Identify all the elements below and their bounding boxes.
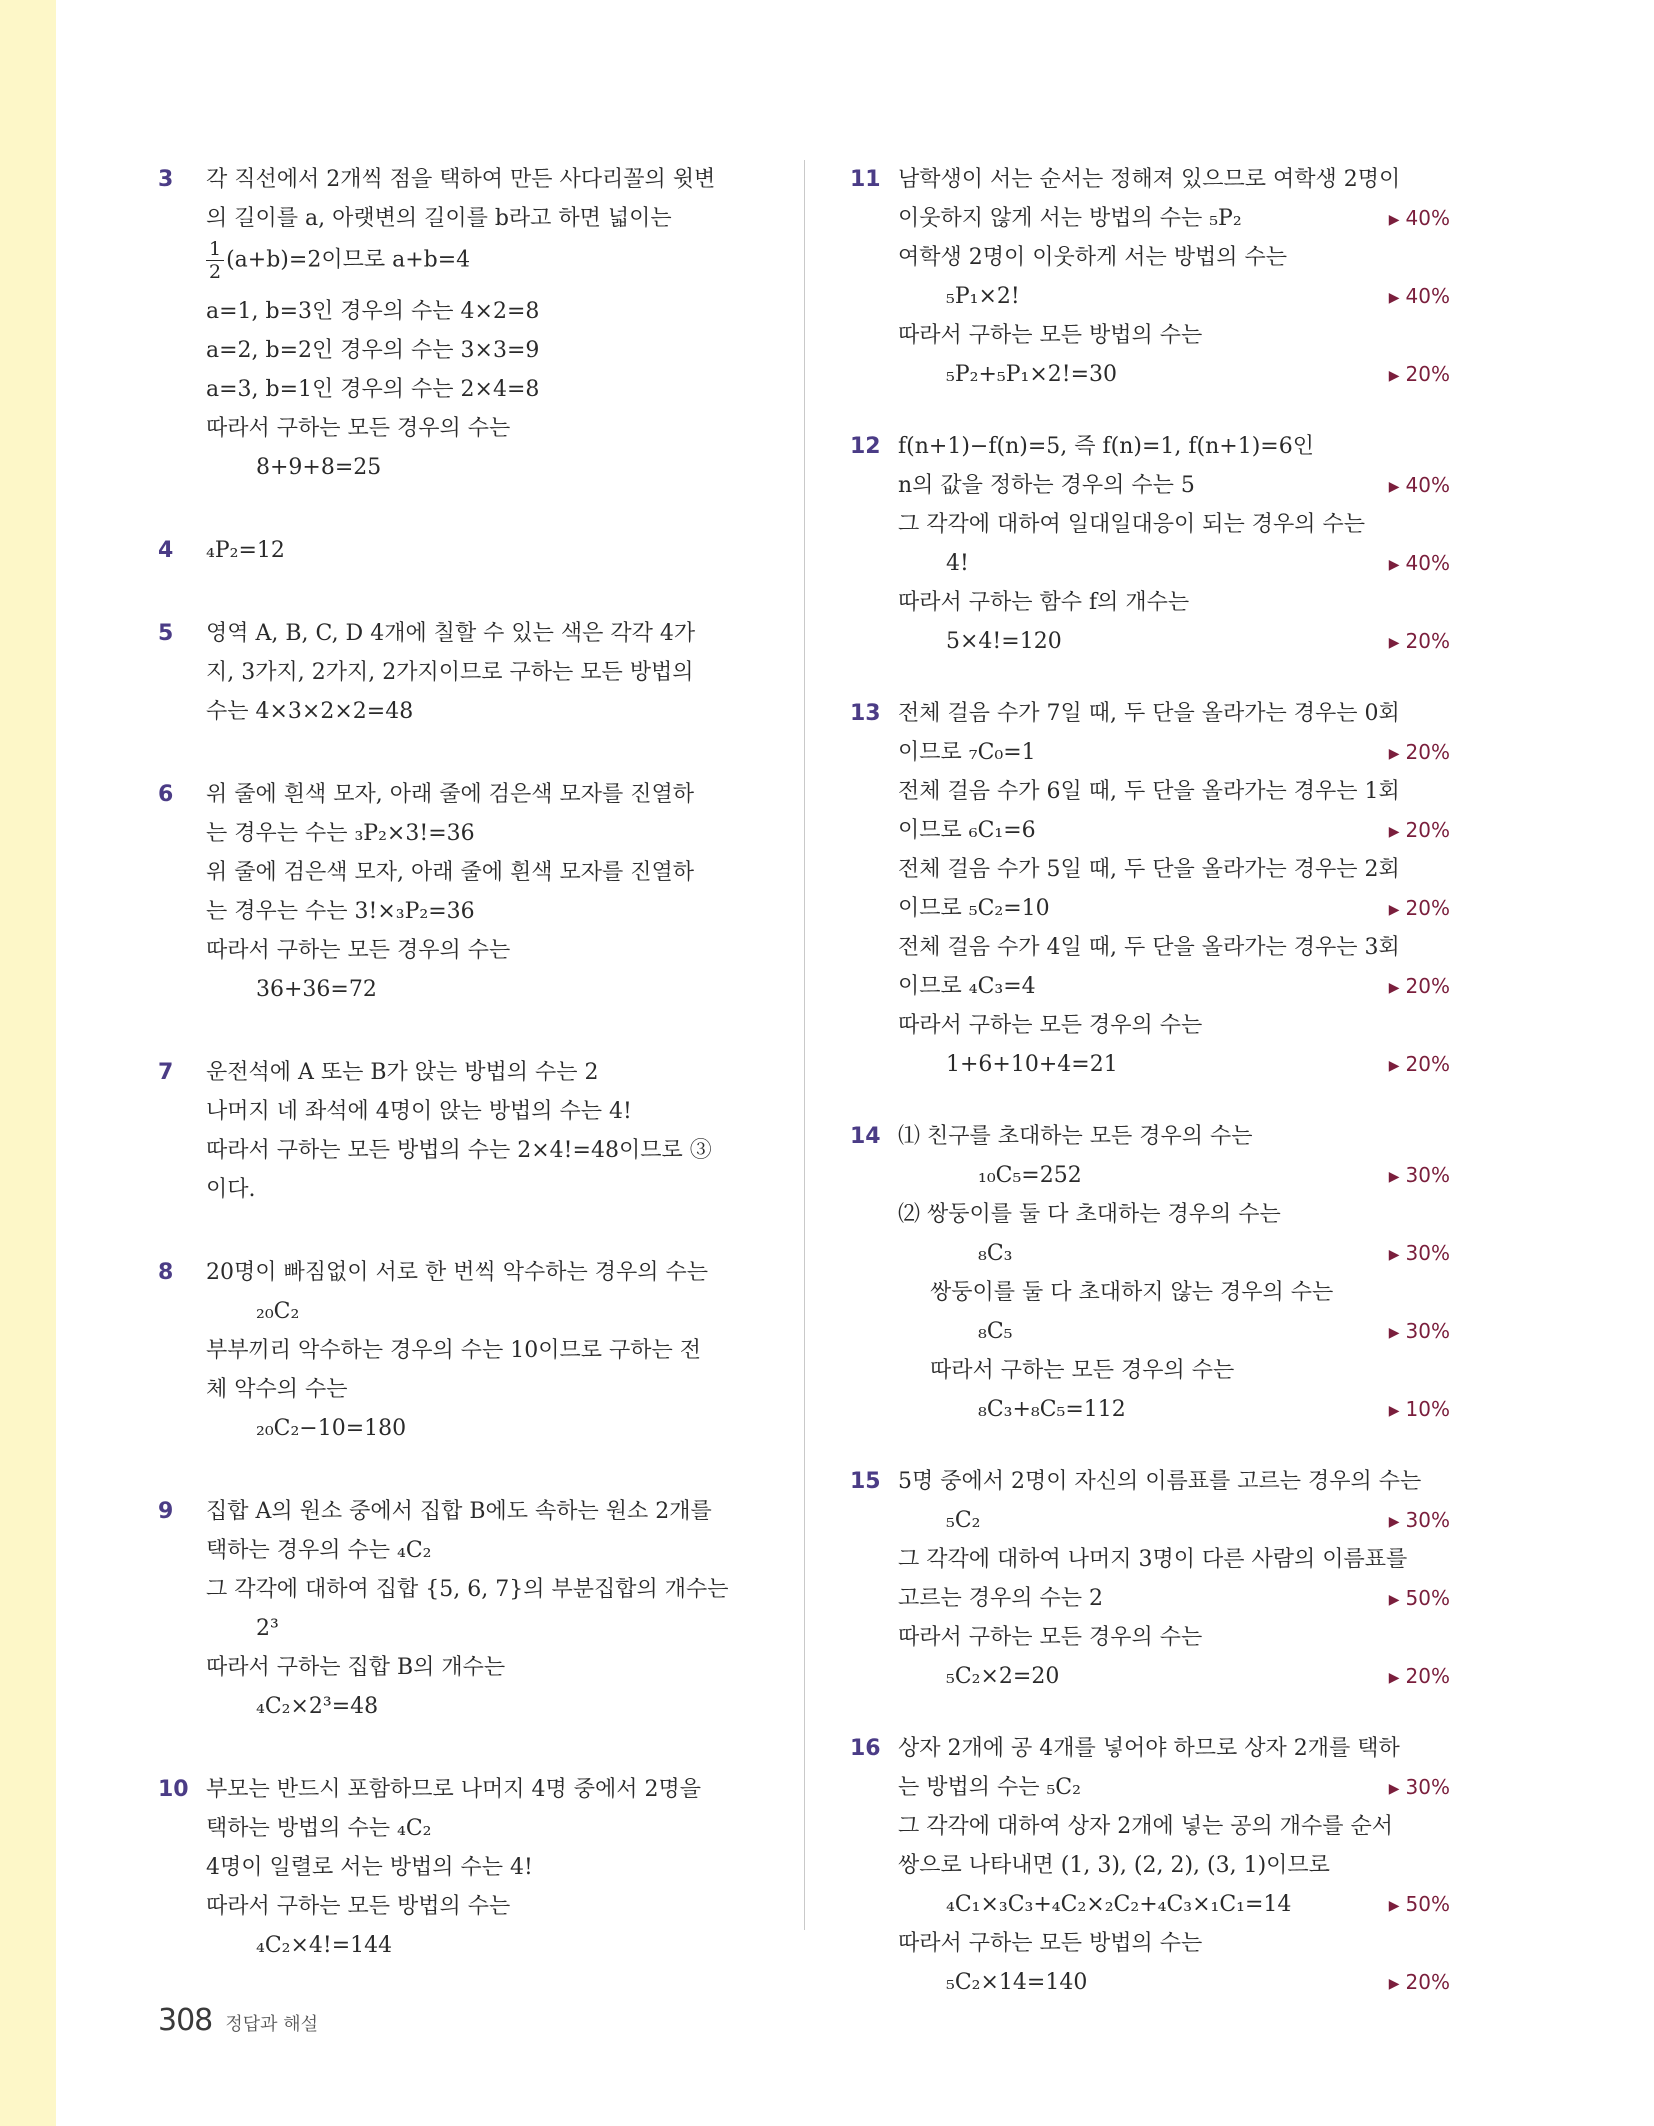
problem-block <box>850 1117 1450 1429</box>
solution-line <box>206 199 758 238</box>
solution-text: 의 길이를 a, 아랫변의 길이를 b라고 하면 넓이는 <box>206 206 672 231</box>
problem-number: 3 <box>158 167 174 192</box>
solution-text: 이웃하지 않게 서는 방법의 수는 ₅P₂ <box>898 206 1242 231</box>
solution-line <box>898 1579 1450 1618</box>
solution-text: 2³ <box>256 1616 279 1641</box>
solution-line <box>206 1170 758 1209</box>
solution-text: 따라서 구하는 모든 경우의 수는 <box>898 1625 1203 1650</box>
percent-value: 40% <box>1405 473 1450 497</box>
solution-line <box>898 1729 1450 1768</box>
problem-block <box>850 160 1450 394</box>
solution-line <box>898 1540 1450 1579</box>
score-percent <box>1389 1156 1450 1198</box>
solution-text: 택하는 방법의 수는 ₄C₂ <box>206 1816 432 1841</box>
solution-text: 전체 걸음 수가 7일 때, 두 단을 올라가는 경우는 0회 <box>898 701 1400 726</box>
solution-line <box>898 1885 1450 1924</box>
solution-text: 집합 A의 원소 중에서 집합 B에도 속하는 원소 2개를 <box>206 1499 712 1524</box>
percent-value: 20% <box>1405 896 1450 920</box>
solution-line <box>898 316 1450 355</box>
solution-text: 는 방법의 수는 ₅C₂ <box>898 1775 1081 1800</box>
solution-text: 고르는 경우의 수는 2 <box>898 1586 1103 1611</box>
solution-text: 이므로 ₇C₀=1 <box>898 740 1036 765</box>
problem-block <box>850 694 1450 1084</box>
solution-line <box>898 1234 1450 1273</box>
solution-line <box>206 1809 758 1848</box>
solution-line <box>898 928 1450 967</box>
triangle-arrow-icon: ▶ <box>1388 368 1400 384</box>
triangle-arrow-icon: ▶ <box>1388 635 1400 651</box>
solution-line <box>206 160 758 199</box>
solution-text: 따라서 구하는 모든 경우의 수는 <box>898 1013 1203 1038</box>
solution-text: 전체 걸음 수가 4일 때, 두 단을 올라가는 경우는 3회 <box>898 935 1400 960</box>
percent-value: 20% <box>1405 629 1450 653</box>
solution-line <box>206 892 758 931</box>
problem-block <box>158 775 758 1009</box>
solution-text: 남학생이 서는 순서는 정해져 있으므로 여학생 2명이 <box>898 167 1401 192</box>
solution-line <box>206 775 758 814</box>
solution-line <box>206 653 758 692</box>
problem-block <box>158 1253 758 1448</box>
solution-text: 전체 걸음 수가 5일 때, 두 단을 올라가는 경우는 2회 <box>898 857 1400 882</box>
problem-number: 15 <box>850 1469 881 1494</box>
solution-line <box>898 355 1450 394</box>
solution-line <box>898 1117 1450 1156</box>
solution-line <box>206 1687 758 1726</box>
solution-text: ₅P₁×2! <box>946 284 1020 309</box>
solution-text: 여학생 2명이 이웃하게 서는 방법의 수는 <box>898 245 1287 270</box>
percent-value: 40% <box>1405 551 1450 575</box>
solution-text: 위 줄에 흰색 모자, 아래 줄에 검은색 모자를 진열하 <box>206 782 694 807</box>
solution-line <box>206 1531 758 1570</box>
triangle-arrow-icon: ▶ <box>1388 290 1400 306</box>
problem-number: 13 <box>850 701 881 726</box>
fraction-denominator: 2 <box>209 261 222 283</box>
solution-line <box>206 853 758 892</box>
problem-block <box>158 1770 758 1965</box>
solution-text: 는 경우는 수는 ₃P₂×3!=36 <box>206 821 475 846</box>
solution-text: a=1, b=3인 경우의 수는 4×2=8 <box>206 299 540 324</box>
problem-number: 10 <box>158 1777 189 1802</box>
solution-text: 는 경우는 수는 3!×₃P₂=36 <box>206 899 475 924</box>
page-number: 308 <box>158 2003 213 2038</box>
solution-text: 따라서 구하는 함수 f의 개수는 <box>898 590 1190 615</box>
triangle-arrow-icon: ▶ <box>1388 1325 1400 1341</box>
score-percent <box>1389 355 1450 397</box>
solution-line <box>898 427 1450 466</box>
triangle-arrow-icon: ▶ <box>1388 902 1400 918</box>
triangle-arrow-icon: ▶ <box>1388 1976 1400 1992</box>
solution-line <box>206 238 758 292</box>
solution-text: ₄C₂×2³=48 <box>256 1694 379 1719</box>
solution-text: 5명 중에서 2명이 자신의 이름표를 고르는 경우의 수는 <box>898 1469 1422 1494</box>
solution-line <box>898 811 1450 850</box>
solution-text: 5×4!=120 <box>946 629 1062 654</box>
score-percent <box>1389 1390 1450 1432</box>
triangle-arrow-icon: ▶ <box>1388 479 1400 495</box>
percent-value: 30% <box>1405 1775 1450 1799</box>
fraction-numerator: 1 <box>206 238 224 261</box>
solution-line <box>898 1618 1450 1657</box>
percent-value: 20% <box>1405 974 1450 998</box>
problem-number: 11 <box>850 167 881 192</box>
solution-text: 따라서 구하는 모든 경우의 수는 <box>206 416 511 441</box>
triangle-arrow-icon: ▶ <box>1388 1058 1400 1074</box>
solution-text: 전체 걸음 수가 6일 때, 두 단을 올라가는 경우는 1회 <box>898 779 1400 804</box>
solution-line <box>898 505 1450 544</box>
score-percent <box>1389 1657 1450 1699</box>
problem-block <box>158 531 758 570</box>
score-percent <box>1389 1885 1450 1927</box>
percent-value: 50% <box>1405 1586 1450 1610</box>
solution-line <box>898 238 1450 277</box>
triangle-arrow-icon: ▶ <box>1388 1514 1400 1530</box>
solution-line <box>898 1657 1450 1696</box>
percent-value: 30% <box>1405 1508 1450 1532</box>
solution-text: 부모는 반드시 포함하므로 나머지 4명 중에서 2명을 <box>206 1777 701 1802</box>
percent-value: 20% <box>1405 1664 1450 1688</box>
solution-text: 20명이 빠짐없이 서로 한 번씩 악수하는 경우의 수는 <box>206 1260 708 1285</box>
solution-text: 각 직선에서 2개씩 점을 택하여 만든 사다리꼴의 윗변 <box>206 167 716 192</box>
problem-number: 5 <box>158 621 174 646</box>
triangle-arrow-icon: ▶ <box>1388 1898 1400 1914</box>
solution-line <box>898 1351 1450 1390</box>
solution-text: ₈C₅ <box>978 1319 1013 1344</box>
solution-text: 따라서 구하는 모든 방법의 수는 2×4!=48이므로 ③ <box>206 1138 712 1163</box>
solution-text: 부부끼리 악수하는 경우의 수는 10이므로 구하는 전 <box>206 1338 701 1363</box>
triangle-arrow-icon: ▶ <box>1388 824 1400 840</box>
score-percent <box>1389 199 1450 241</box>
triangle-arrow-icon: ▶ <box>1388 212 1400 228</box>
percent-value: 20% <box>1405 1970 1450 1994</box>
margin-stripe <box>0 0 56 2126</box>
solution-line <box>206 1092 758 1131</box>
percent-value: 30% <box>1405 1241 1450 1265</box>
solution-line <box>898 694 1450 733</box>
problem-block <box>158 1053 758 1209</box>
solution-line <box>898 1273 1450 1312</box>
solution-line <box>206 1370 758 1409</box>
solution-line <box>206 1492 758 1531</box>
problem-number: 16 <box>850 1736 881 1761</box>
solution-line <box>898 277 1450 316</box>
solution-text: ₈C₃+₈C₅=112 <box>978 1397 1126 1422</box>
solution-text: ₈C₃ <box>978 1241 1013 1266</box>
solution-text: 그 각각에 대하여 집합 {5, 6, 7}의 부분집합의 개수는 <box>206 1577 729 1602</box>
solution-line <box>206 409 758 448</box>
solution-text: 수는 4×3×2×2=48 <box>206 699 414 724</box>
solution-line <box>898 1156 1450 1195</box>
solution-text: ₅P₂+₅P₁×2!=30 <box>946 362 1118 387</box>
solution-text: ₂₀C₂ <box>256 1299 300 1324</box>
solution-text: 택하는 경우의 수는 ₄C₂ <box>206 1538 432 1563</box>
solution-line <box>898 466 1450 505</box>
solution-line <box>898 733 1450 772</box>
solution-text: a=3, b=1인 경우의 수는 2×4=8 <box>206 377 540 402</box>
solution-line <box>898 1390 1450 1429</box>
solution-text: f(n+1)−f(n)=5, 즉 f(n)=1, f(n+1)=6인 <box>898 434 1314 459</box>
solution-line <box>898 544 1450 583</box>
problem-number: 14 <box>850 1124 881 1149</box>
solution-text: 이므로 ₆C₁=6 <box>898 818 1036 843</box>
problem-number: 6 <box>158 782 174 807</box>
solution-line <box>206 1131 758 1170</box>
solution-text: ⑵ 쌍둥이를 둘 다 초대하는 경우의 수는 <box>898 1202 1281 1227</box>
score-percent <box>1389 811 1450 853</box>
score-percent <box>1389 1234 1450 1276</box>
score-percent <box>1389 1963 1450 2005</box>
solution-line <box>898 160 1450 199</box>
solution-text: 운전석에 A 또는 B가 앉는 방법의 수는 2 <box>206 1060 599 1085</box>
solution-line <box>206 1331 758 1370</box>
solution-line <box>206 692 758 731</box>
solution-line <box>206 1926 758 1965</box>
solution-line <box>898 1462 1450 1501</box>
solution-text: 따라서 구하는 모든 방법의 수는 <box>206 1894 511 1919</box>
solution-line <box>898 1768 1450 1807</box>
solution-line <box>206 1609 758 1648</box>
solution-line <box>206 970 758 1009</box>
solution-text: 따라서 구하는 모든 경우의 수는 <box>930 1358 1235 1383</box>
score-percent <box>1389 889 1450 931</box>
problem-number: 7 <box>158 1060 174 1085</box>
percent-value: 10% <box>1405 1397 1450 1421</box>
solution-text: 그 각각에 대하여 일대일대응이 되는 경우의 수는 <box>898 512 1366 537</box>
problem-number: 8 <box>158 1260 174 1285</box>
percent-value: 40% <box>1405 284 1450 308</box>
score-percent <box>1389 1579 1450 1621</box>
solution-line <box>206 448 758 487</box>
solution-text: ₄C₂×4!=144 <box>256 1933 393 1958</box>
solution-line <box>206 292 758 331</box>
solution-line <box>898 967 1450 1006</box>
solution-line <box>898 1963 1450 2002</box>
solution-line <box>898 1501 1450 1540</box>
solution-text: ₅C₂×14=140 <box>946 1970 1088 1995</box>
triangle-arrow-icon: ▶ <box>1388 1592 1400 1608</box>
solution-line <box>898 199 1450 238</box>
score-percent <box>1389 277 1450 319</box>
solution-text: 1+6+10+4=21 <box>946 1052 1118 1077</box>
triangle-arrow-icon: ▶ <box>1388 746 1400 762</box>
solution-line <box>206 531 758 570</box>
problem-number: 9 <box>158 1499 174 1524</box>
solution-text: 따라서 구하는 모든 방법의 수는 <box>898 1931 1203 1956</box>
percent-value: 20% <box>1405 362 1450 386</box>
solution-line <box>206 814 758 853</box>
solution-text: ₄P₂=12 <box>206 538 285 563</box>
solution-line <box>898 850 1450 889</box>
percent-value: 30% <box>1405 1319 1450 1343</box>
score-percent <box>1389 622 1450 664</box>
solution-text: 나머지 네 좌석에 4명이 앉는 방법의 수는 4! <box>206 1099 632 1124</box>
solution-text: ₁₀C₅=252 <box>978 1163 1082 1188</box>
solution-text: 위 줄에 검은색 모자, 아래 줄에 흰색 모자를 진열하 <box>206 860 694 885</box>
problem-number: 4 <box>158 538 174 563</box>
problem-block <box>158 160 758 487</box>
percent-value: 20% <box>1405 818 1450 842</box>
solution-text: ₂₀C₂−10=180 <box>256 1416 407 1441</box>
solution-text: 그 각각에 대하여 나머지 3명이 다른 사람의 이름표를 <box>898 1547 1408 1572</box>
solution-line <box>206 370 758 409</box>
solution-text: 4! <box>946 551 969 576</box>
percent-value: 30% <box>1405 1163 1450 1187</box>
solution-line <box>206 1570 758 1609</box>
solution-text: ₅C₂×2=20 <box>946 1664 1060 1689</box>
solution-text: 36+36=72 <box>256 977 377 1002</box>
right-column <box>850 160 1450 2035</box>
solution-line <box>898 1312 1450 1351</box>
solution-text: 따라서 구하는 집합 B의 개수는 <box>206 1655 506 1680</box>
solution-text: 영역 A, B, C, D 4개에 칠할 수 있는 색은 각각 4가 <box>206 621 696 646</box>
solution-line <box>206 1887 758 1926</box>
solution-text: (a+b)=2이므로 a+b=4 <box>226 247 471 273</box>
solution-line <box>206 1848 758 1887</box>
score-percent <box>1389 967 1450 1009</box>
solution-line <box>206 331 758 370</box>
solution-line <box>898 772 1450 811</box>
solution-text: 8+9+8=25 <box>256 455 382 480</box>
fraction <box>206 238 224 283</box>
triangle-arrow-icon: ▶ <box>1388 557 1400 573</box>
solution-text: 지, 3가지, 2가지, 2가지이므로 구하는 모든 방법의 <box>206 660 694 685</box>
solution-text: ⑴ 친구를 초대하는 모든 경우의 수는 <box>898 1124 1253 1149</box>
solution-line <box>898 1846 1450 1885</box>
problem-block <box>850 1462 1450 1696</box>
triangle-arrow-icon: ▶ <box>1388 1670 1400 1686</box>
solution-line <box>206 1253 758 1292</box>
solution-text: a=2, b=2인 경우의 수는 3×3=9 <box>206 338 540 363</box>
percent-value: 20% <box>1405 740 1450 764</box>
triangle-arrow-icon: ▶ <box>1388 1781 1400 1797</box>
score-percent <box>1389 1045 1450 1087</box>
column-divider <box>804 160 805 1930</box>
triangle-arrow-icon: ▶ <box>1388 980 1400 996</box>
solution-line <box>206 931 758 970</box>
score-percent <box>1389 466 1450 508</box>
percent-value: 40% <box>1405 206 1450 230</box>
solution-line <box>206 1292 758 1331</box>
solution-line <box>206 1409 758 1448</box>
percent-value: 50% <box>1405 1892 1450 1916</box>
solution-line <box>898 622 1450 661</box>
solution-text: 쌍둥이를 둘 다 초대하지 않는 경우의 수는 <box>930 1280 1334 1305</box>
problem-block <box>158 1492 758 1726</box>
solution-text: 상자 2개에 공 4개를 넣어야 하므로 상자 2개를 택하 <box>898 1736 1400 1761</box>
score-percent <box>1389 1312 1450 1354</box>
solution-text: 4명이 일렬로 서는 방법의 수는 4! <box>206 1855 533 1880</box>
problem-block <box>850 1729 1450 2002</box>
solution-line <box>898 1924 1450 1963</box>
solution-line <box>898 1045 1450 1084</box>
solution-line <box>898 1006 1450 1045</box>
solution-line <box>898 889 1450 928</box>
solution-line <box>206 614 758 653</box>
solution-text: 이다. <box>206 1177 256 1202</box>
solution-text: n의 값을 정하는 경우의 수는 5 <box>898 473 1195 498</box>
problem-number: 12 <box>850 434 881 459</box>
solution-line <box>206 1053 758 1092</box>
score-percent <box>1389 1768 1450 1810</box>
score-percent <box>1389 1501 1450 1543</box>
solution-text: 따라서 구하는 모든 방법의 수는 <box>898 323 1203 348</box>
problem-block <box>158 614 758 731</box>
solution-line <box>206 1648 758 1687</box>
solution-line <box>898 1807 1450 1846</box>
percent-value: 20% <box>1405 1052 1450 1076</box>
solution-text: 따라서 구하는 모든 경우의 수는 <box>206 938 511 963</box>
problem-block <box>850 427 1450 661</box>
solution-line <box>898 1195 1450 1234</box>
solution-text: 그 각각에 대하여 상자 2개에 넣는 공의 개수를 순서 <box>898 1814 1393 1839</box>
solution-line <box>898 583 1450 622</box>
solution-text: ₅C₂ <box>946 1508 981 1533</box>
page-footer <box>158 2003 318 2038</box>
solution-text: ₄C₁×₃C₃+₄C₂×₂C₂+₄C₃×₁C₁=14 <box>946 1892 1292 1917</box>
triangle-arrow-icon: ▶ <box>1388 1403 1400 1419</box>
solution-text: 이므로 ₅C₂=10 <box>898 896 1050 921</box>
triangle-arrow-icon: ▶ <box>1388 1169 1400 1185</box>
page-title: 정답과 해설 <box>225 2014 319 2035</box>
triangle-arrow-icon: ▶ <box>1388 1247 1400 1263</box>
solution-text: 쌍으로 나타내면 (1, 3), (2, 2), (3, 1)이므로 <box>898 1853 1330 1878</box>
solution-text: 체 악수의 수는 <box>206 1377 348 1402</box>
solution-text: 이므로 ₄C₃=4 <box>898 974 1036 999</box>
left-column <box>158 160 758 2009</box>
score-percent <box>1389 544 1450 586</box>
score-percent <box>1389 733 1450 775</box>
solution-line <box>206 1770 758 1809</box>
